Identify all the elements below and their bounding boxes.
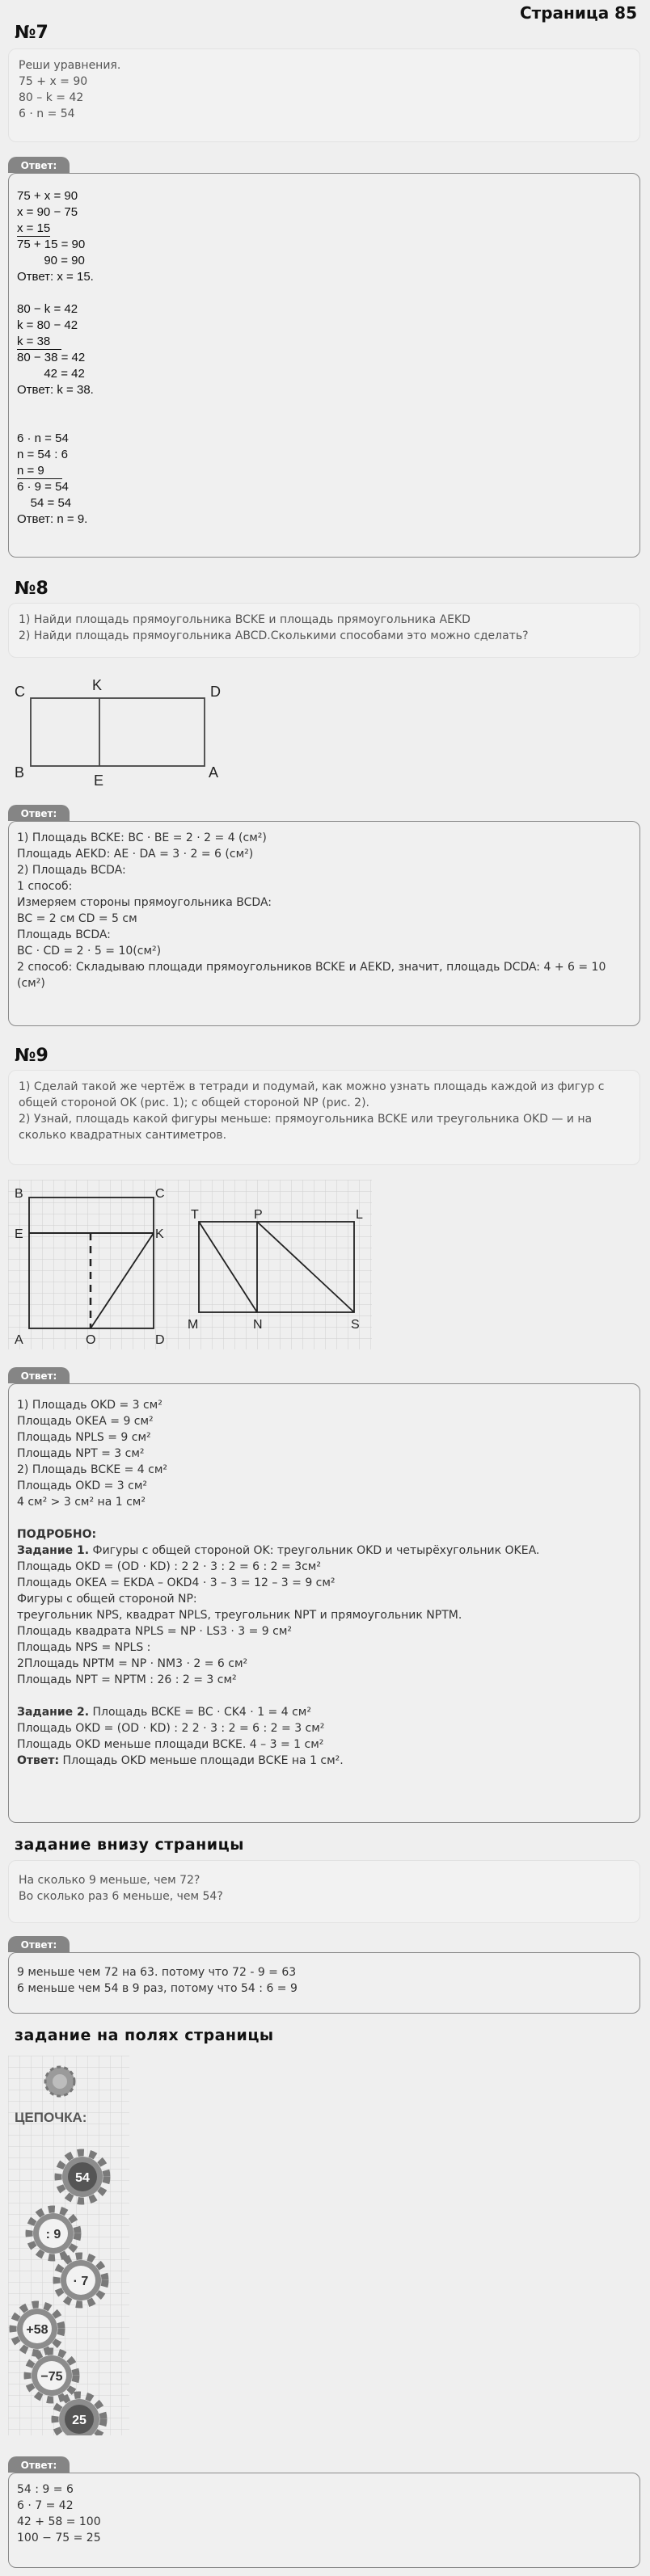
answer-line: Площадь BCDA:	[17, 928, 111, 941]
answer-line: 6 · 9 = 54	[17, 480, 69, 494]
answer-line: треугольник NPS, квадрат NPLS, треугольник NPT и прямоугольник NPTM.	[17, 1609, 462, 1622]
answer-tag[interactable]: Ответ:	[8, 2456, 70, 2473]
label-e: E	[15, 1227, 23, 1241]
answer-tag[interactable]: Ответ:	[8, 805, 70, 821]
bottom-task-line: На сколько 9 меньше, чем 72?	[19, 1874, 200, 1887]
label-a: A	[209, 764, 219, 781]
chain-figure	[8, 2056, 129, 2435]
rectangle-abcd	[31, 698, 205, 766]
task8-line: 1) Найди площадь прямоугольника BCKE и площадь прямоугольника AEKD	[19, 613, 471, 626]
answer-line: 6 · n = 54	[17, 431, 69, 445]
answer-line: Площадь NPT = NPTM : 26 : 2 = 3 см²	[17, 1673, 237, 1686]
task9-line: 1) Сделай такой же чертёж в тетради и подумай, как можно узнать площадь каждой из фигур с	[19, 1080, 605, 1093]
answer-line: BC · CD = 2 · 5 = 10(см²)	[17, 945, 162, 958]
answer-line: BC = 2 см CD = 5 см	[17, 912, 137, 925]
chain-gear-label: −75	[40, 2370, 63, 2384]
answer-subheading: Задание 1.	[17, 1544, 90, 1557]
answer-line: Площадь квадрата NPLS = NP · LS3 · 3 = 9 см²	[17, 1625, 293, 1638]
answer-line: Площадь OKD меньше площади BCKE. 4 – 3 = 1 см²	[17, 1738, 324, 1751]
answer-line: n = 54 : 6	[17, 448, 68, 461]
task7-answer-box	[8, 173, 640, 558]
task9-number: №9	[15, 1046, 49, 1066]
answer-line: Площадь OKEA = 9 см²	[17, 1415, 154, 1428]
answer-line: 2) Площадь BCDA:	[17, 864, 126, 877]
chain-title: ЦЕПОЧКА:	[15, 2110, 87, 2125]
chain-gear-icon	[45, 2067, 74, 2096]
answer-line: Площадь NPT = 3 см²	[17, 1447, 145, 1460]
answer-line: Площадь OKEA = EKDA – OKD4 · 3 – 3 = 12 – 3 = 9 см²	[17, 1576, 336, 1589]
chain-gear-label: 25	[72, 2414, 87, 2427]
answer-line: x = 90 − 75	[17, 205, 78, 219]
task9-line: сколько квадратных сантиметров.	[19, 1129, 227, 1142]
answer-line: Измеряем стороны прямоугольника BCDA:	[17, 896, 272, 909]
task8-number: №8	[15, 579, 49, 599]
answer-line: Ответ: x = 15.	[17, 270, 94, 284]
answer-line: 1) Площадь BCKE: BC · BE = 2 · 2 = 4 (см²)	[17, 831, 267, 844]
answer-line: 80 − k = 42	[17, 302, 78, 316]
answer-line: Площадь OKD меньше площади BCKE на 1 см².	[59, 1754, 344, 1767]
bottom-task-title: задание внизу страницы	[15, 1836, 244, 1854]
task7-line: 75 + x = 90	[19, 75, 88, 88]
task7-line: 6 · n = 54	[19, 107, 75, 120]
answer-line: 6 · 7 = 42	[17, 2499, 74, 2512]
chain-gear-label: 54	[75, 2171, 90, 2185]
answer-line: Площадь OKD = (OD · KD) : 2 2 · 3 : 2 = 6 : 2 = 3 см²	[17, 1722, 325, 1735]
answer-line: Фигуры с общей стороной OK: треугольник OKD и четырёхугольник OKEA.	[89, 1544, 540, 1557]
label-c: C	[155, 1187, 165, 1201]
label-b: B	[15, 764, 25, 781]
label-m: M	[188, 1318, 199, 1332]
answer-subheading: Задание 2.	[17, 1706, 90, 1719]
answer-line: 2) Площадь BCKE = 4 см²	[17, 1463, 168, 1476]
task8-answer-box	[8, 821, 640, 1026]
answer-line: k = 38	[17, 334, 61, 350]
answer-line	[17, 1688, 631, 1704]
answer-line: Площадь OKD = (OD · KD) : 2 2 · 3 : 2 = 6 : 2 = 3см²	[17, 1560, 321, 1573]
label-p: P	[254, 1208, 263, 1222]
label-d: D	[155, 1333, 165, 1347]
task8-text-box	[8, 603, 640, 658]
answer-line: (см²)	[17, 977, 45, 990]
margin-task-title: задание на полях страницы	[15, 2027, 274, 2044]
bottom-task-answer-box	[8, 1952, 640, 2014]
bottom-task-text-box	[8, 1860, 640, 1923]
answer-line: x = 15	[17, 221, 51, 235]
answer-line: k = 80 − 42	[17, 318, 78, 332]
chain-gear-label: +58	[26, 2323, 49, 2337]
label-e: E	[94, 772, 104, 787]
answer-line: Ответ: n = 9.	[17, 512, 88, 526]
label-b: B	[15, 1187, 23, 1201]
label-k: K	[92, 677, 103, 693]
grid-figures	[8, 1180, 372, 1349]
answer-tag[interactable]: Ответ:	[8, 157, 70, 173]
answer-line: 2 способ: Складываю площади прямоугольников BCKE и AEKD, значит, площадь DCDA: 4 + 6 = 10	[17, 961, 606, 974]
chain-gear-label: : 9	[45, 2228, 61, 2241]
answer-line: 42 = 42	[17, 367, 85, 381]
chain-gear-label: · 7	[73, 2275, 89, 2288]
answer-line: n = 9	[17, 463, 62, 479]
rectangle-figure-1	[8, 674, 251, 787]
answer-line: 2Площадь NPTM = NP · NM3 · 2 = 6 см²	[17, 1657, 248, 1670]
task7-text-box	[8, 48, 640, 142]
answer-line	[17, 1510, 631, 1526]
answer-line: 54 = 54	[17, 496, 72, 510]
answer-line: 75 + x = 90	[17, 189, 78, 203]
label-c: C	[15, 684, 25, 700]
answer-line: Площадь NPLS = 9 см²	[17, 1431, 151, 1444]
answer-line: 75 + 15 = 90	[17, 238, 86, 251]
label-k: K	[155, 1227, 164, 1241]
answer-line: 100 − 75 = 25	[17, 2532, 101, 2544]
answer-line: 4 см² > 3 см² на 1 см²	[17, 1496, 146, 1509]
label-n: N	[253, 1318, 263, 1332]
page-title: Страница 85	[519, 3, 637, 23]
answer-line: Площадь NPS = NPLS :	[17, 1641, 151, 1654]
task8-line: 2) Найди площадь прямоугольника ABCD.Сколькими способами это можно сделать?	[19, 629, 529, 642]
answer-line: 1) Площадь OKD = 3 см²	[17, 1399, 162, 1412]
answer-line: Площадь OKD = 3 см²	[17, 1480, 148, 1492]
label-l: L	[356, 1208, 363, 1222]
answer-line: 6 меньше чем 54 в 9 раз, потому что 54 : 6 = 9	[17, 1982, 298, 1995]
answer-tag[interactable]: Ответ:	[8, 1367, 70, 1383]
answer-final-label: Ответ:	[17, 1754, 60, 1767]
margin-task-answer-box	[8, 2473, 640, 2568]
answer-line: 1 способ:	[17, 880, 73, 893]
label-a: A	[15, 1333, 23, 1347]
label-t: T	[191, 1208, 199, 1222]
task9-text-box	[8, 1070, 640, 1165]
answer-line: Ответ: k = 38.	[17, 383, 94, 397]
task9-line: общей стороной OK (рис. 1); с общей стороной NP (рис. 2).	[19, 1096, 369, 1109]
answer-line	[17, 415, 631, 431]
answer-line: Фигуры с общей стороной NP:	[17, 1593, 197, 1606]
task9-answer-box	[8, 1383, 640, 1823]
answer-line: Площадь AEKD: AE · DA = 3 · 2 = 6 (см²)	[17, 848, 254, 861]
answer-line: 54 : 9 = 6	[17, 2483, 74, 2496]
label-s: S	[351, 1318, 360, 1332]
answer-line	[17, 398, 631, 415]
answer-line: 9 меньше чем 72 на 63. потому что 72 - 9 = 63	[17, 1966, 297, 1979]
answer-line: Площадь BCKE = BC · CK4 · 1 = 4 см²	[89, 1706, 311, 1719]
task9-line: 2) Узнай, площадь какой фигуры меньше: прямоугольника BCKE или треугольника OKD — и на	[19, 1113, 593, 1126]
answer-heading: ПОДРОБНО:	[17, 1528, 97, 1541]
answer-line: 90 = 90	[17, 254, 85, 267]
label-o: O	[86, 1333, 96, 1347]
answer-tag[interactable]: Ответ:	[8, 1936, 70, 1952]
answer-line: 42 + 58 = 100	[17, 2515, 101, 2528]
answer-line: 80 − 38 = 42	[17, 351, 86, 364]
bottom-task-line: Во сколько раз 6 меньше, чем 54?	[19, 1890, 223, 1903]
label-d: D	[210, 684, 221, 700]
answer-line	[17, 285, 631, 301]
task7-line: 80 – k = 42	[19, 91, 84, 104]
task7-number: №7	[15, 23, 49, 43]
task7-line: Реши уравнения.	[19, 59, 121, 72]
